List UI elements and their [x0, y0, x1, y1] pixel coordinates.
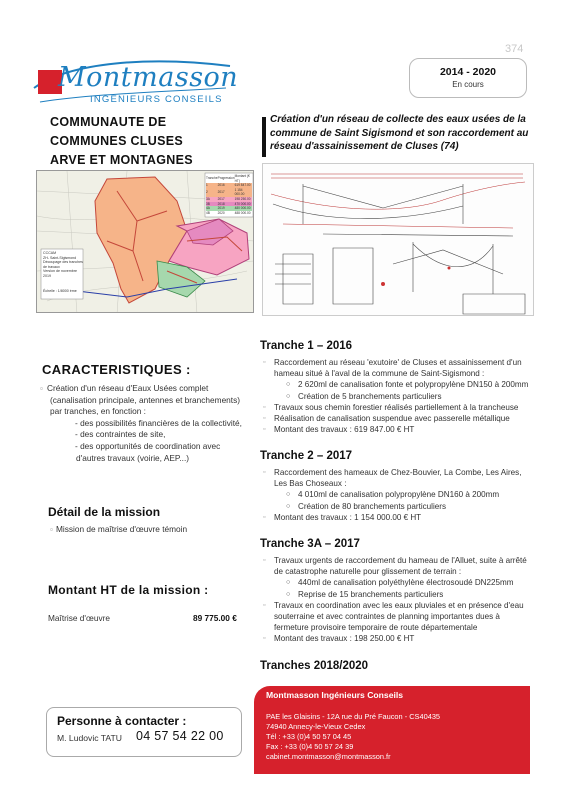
- map-legend-line: Version de novembre 2019: [43, 269, 77, 278]
- map-cell: 1 154 000.00: [234, 187, 245, 197]
- engineering-drawing: [262, 163, 534, 316]
- footer-address: PAE les Glaisins - 12A rue du Pré Faucon - CS40435: [266, 712, 441, 721]
- bullet-icon: ▫: [40, 383, 43, 393]
- contact-phone[interactable]: 04 57 54 22 00: [136, 729, 224, 743]
- tranche-item: ▫ Raccordement des hameaux de Chez-Bouvier, La Combe, Les Aires, Les Bas Choseaux :: [262, 467, 534, 489]
- tranche-item: ▫ Montant des travaux : 198 250.00 € HT: [262, 633, 534, 644]
- map-table-head: Tranche: [206, 176, 218, 181]
- map-cell: 2017: [217, 196, 225, 201]
- tranche-subitem: ○ Création de 80 branchements particuliers: [262, 501, 534, 512]
- map-cell: 198 250.00: [234, 196, 251, 201]
- map-scale: Échelle : 1/8000 ème: [43, 288, 77, 293]
- map-cell: 3A: [206, 196, 210, 201]
- footer-company-name: Montmasson Ingénieurs Conseils: [266, 690, 404, 700]
- client-line: COMMUNAUTE DE: [50, 115, 167, 129]
- map-cell: 2016: [217, 183, 225, 188]
- map-cell: 488 000.00: [234, 210, 251, 215]
- montant-label: Maîtrise d'œuvre: [48, 613, 110, 623]
- period-status: En cours: [452, 80, 484, 89]
- tranche-heading: Tranches 2018/2020: [260, 660, 369, 672]
- period-box: [409, 58, 527, 98]
- tranche-list: [262, 357, 534, 435]
- montant-heading: Montant HT de la mission :: [48, 583, 209, 597]
- map-cell: 2017: [217, 190, 225, 195]
- tranche-list: [262, 467, 534, 523]
- map-table-row: [206, 188, 252, 197]
- map-cell: 2: [206, 190, 208, 195]
- map-cell: 4B: [206, 210, 210, 215]
- map-legend-box: [43, 251, 83, 293]
- company-logo: [30, 58, 240, 110]
- detail-item-text: Mission de maîtrise d'œuvre témoin: [55, 524, 188, 534]
- caract-line: par tranches, en fonction :: [50, 406, 146, 417]
- footer-email-link[interactable]: cabinet.montmasson@montmasson.fr: [266, 752, 391, 761]
- map-cell: 619 847.00: [234, 183, 251, 188]
- map-table-row: [206, 211, 252, 216]
- tranche-heading: Tranche 3A – 2017: [260, 538, 360, 550]
- caract-line: [40, 383, 250, 395]
- caracteristiques-text: [40, 383, 250, 464]
- project-title: Création d'un réseau de collecte des eaux usées de la commune de Saint Sigismond et son raccordement au réseau d'assainissement de Cluses (74): [270, 114, 529, 152]
- caracteristiques-heading: CARACTERISTIQUES :: [42, 362, 191, 377]
- map-cell: 3B: [206, 201, 210, 206]
- map-legend-line: Découpage des tranches de travaux: [43, 260, 83, 269]
- caract-line: - des contraintes de site,: [75, 429, 166, 440]
- map-legend-line: CCCAM: [43, 251, 57, 255]
- tranche-item: ▫ Travaux sous chemin forestier réalisés partiellement à la trancheuse: [262, 402, 534, 413]
- tranche-item: ▫ Travaux urgents de raccordement du hameau de l'Alluet, suite à arrêté de catastrophe naturelle pour glissement de terrain :: [262, 555, 534, 577]
- map-table-head: Montant (€ HT): [234, 174, 250, 183]
- map-table-header: [206, 174, 252, 183]
- tranche-subitem: ○ Reprise de 15 branchements particuliers: [262, 589, 534, 600]
- footer-fax: Fax : +33 (0)4 50 57 24 39: [266, 742, 354, 751]
- detail-item: [50, 524, 187, 534]
- tranche-heading: Tranche 1 – 2016: [260, 340, 353, 352]
- map-cell: 1: [206, 183, 208, 188]
- map-legend-line: ZH- Saint-Sigismond: [43, 255, 77, 260]
- client-line: COMMUNES CLUSES: [50, 134, 183, 148]
- contact-heading: Personne à contacter :: [57, 714, 187, 728]
- logo-wordmark: Montmasson: [58, 62, 239, 93]
- detail-heading: Détail de la mission: [48, 505, 161, 519]
- caract-line-text: Création d'un réseau d'Eaux Usées complet: [46, 383, 209, 393]
- period-years: 2014 - 2020: [439, 66, 497, 78]
- contact-box: [46, 707, 242, 757]
- map-cell: 2018: [217, 201, 225, 206]
- map-cell: 2020: [217, 210, 225, 215]
- tranche-subitem: ○ 440ml de canalisation polyéthylène électrosoudé DN225mm: [262, 577, 534, 588]
- caract-line: d'autres travaux (voirie, AEP...): [76, 452, 190, 463]
- page-number: 374: [505, 43, 524, 55]
- caract-line: - des opportunités de coordination avec: [75, 440, 221, 451]
- tranche-heading: Tranche 2 – 2017: [260, 450, 353, 462]
- tranche-map: [36, 170, 254, 313]
- tranche-item: ▫ Montant des travaux : 619 847.00 € HT: [262, 424, 534, 435]
- footer-phone: Tél : +33 (0)4 50 57 04 45: [266, 732, 352, 741]
- contact-name: M. Ludovic TATU: [57, 733, 122, 743]
- tranche-item: ▫ Travaux en coordination avec les eaux pluviales et en présence d'eau souterraine et avec contraintes de planning importantes dues à fermeture provisoire temporaire de route départementale: [262, 600, 534, 634]
- map-cell: 2019: [217, 206, 225, 211]
- tranche-subitem: ○ 4 010ml de canalisation polypropylène DN160 à 200mm: [262, 489, 534, 500]
- tranche-item: ▫ Raccordement au réseau 'exutoire' de Cluses et assainissement d'un hameau situé à l'aval de la commune de Saint-Sigismond :: [262, 357, 534, 379]
- tranche-list: [262, 555, 534, 645]
- client-name: [50, 113, 193, 170]
- footbridge-drawing-illustration: [263, 164, 534, 316]
- client-line: ARVE ET MONTAGNES: [50, 153, 193, 167]
- map-cell: 470 000.00: [234, 201, 251, 206]
- map-cell: 480 000.00: [234, 206, 251, 211]
- tranche-item: ▫ Réalisation de canalisation suspendue avec passerelle métallique: [262, 413, 534, 424]
- caract-line: (canalisation principale, antennes et branchements): [50, 394, 241, 405]
- montant-value: 89 775.00 €: [193, 613, 237, 623]
- map-cell: 4A: [206, 206, 210, 211]
- tranche-subitem: ○ Création de 5 branchements particuliers: [262, 391, 534, 402]
- map-table-head: Progression: [217, 176, 235, 181]
- footer-contact-block: [254, 686, 530, 774]
- bullet-icon: ▫: [50, 524, 53, 534]
- tranche-subitem: ○ 2 620ml de canalisation fonte et polypropylène DN150 à 200mm: [262, 379, 534, 390]
- title-bar: [262, 117, 266, 157]
- map-tranche-table: [206, 174, 252, 215]
- tranche-item: ▫ Montant des travaux : 1 154 000.00 € HT: [262, 512, 534, 523]
- footer-city: 74940 Annecy-le-Vieux Cedex: [266, 722, 366, 731]
- caract-line: - des possibilités financières de la collectivité,: [75, 417, 242, 428]
- logo-tagline: INGÉNIEURS CONSEILS: [90, 94, 223, 105]
